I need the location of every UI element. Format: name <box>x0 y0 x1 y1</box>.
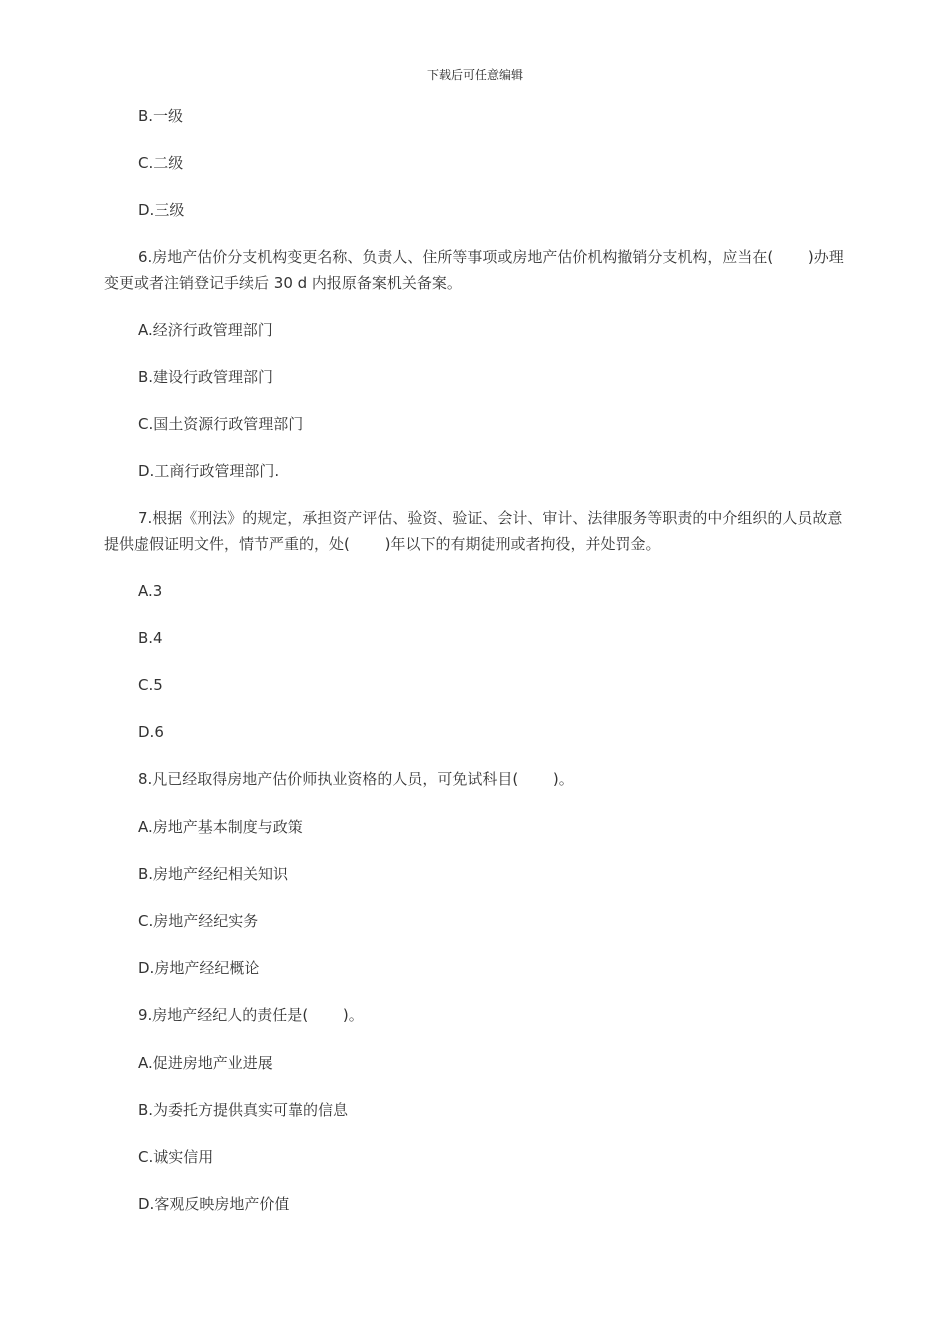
q5-option-b: B.一级 <box>138 107 184 125</box>
q8-stem: 8.凡已经取得房地产估价师执业资格的人员，可免试科目( )。 <box>138 770 574 788</box>
q7-option-b: B.4 <box>138 629 163 647</box>
q7-option-c: C.5 <box>138 676 163 694</box>
q6-option-c: C.国土资源行政管理部门 <box>138 415 304 433</box>
q8-option-b: B.房地产经纪相关知识 <box>138 865 289 883</box>
q8-option-a: A.房地产基本制度与政策 <box>138 818 303 836</box>
page-header: 下载后可任意编辑 <box>426 68 523 82</box>
q9-option-d: D.客观反映房地产价值 <box>138 1195 290 1213</box>
q5-option-c: C.二级 <box>138 154 184 172</box>
q7-option-a: A.3 <box>138 582 163 600</box>
q8-option-d: D.房地产经纪概论 <box>138 959 260 977</box>
q8-option-c: C.房地产经纪实务 <box>138 912 259 930</box>
q7-option-d: D.6 <box>138 723 164 741</box>
q9-option-a: A.促进房地产业进展 <box>138 1054 273 1072</box>
q6-option-b: B.建设行政管理部门 <box>138 368 274 386</box>
q6-stem: 6.房地产估价分支机构变更名称、负责人、住所等事项或房地产估价机构撤销分支机构，应当在( )办理变更或者注销登记手续后 30 d 内报原备案机关备案。 <box>104 248 844 292</box>
q6-option-a: A.经济行政管理部门 <box>138 321 273 339</box>
q9-option-b: B.为委托方提供真实可靠的信息 <box>138 1101 349 1119</box>
q6-option-d: D.工商行政管理部门. <box>138 462 280 480</box>
q7-stem: 7.根据《刑法》的规定，承担资产评估、验资、验证、会计、审计、法律服务等职责的中介组织的人员故意提供虚假证明文件，情节严重的，处( )年以下的有期徒刑或者拘役，并处罚金。 <box>104 509 843 553</box>
q9-stem: 9.房地产经纪人的责任是( )。 <box>138 1006 364 1024</box>
q9-option-c: C.诚实信用 <box>138 1148 214 1166</box>
q5-option-d: D.三级 <box>138 201 185 219</box>
